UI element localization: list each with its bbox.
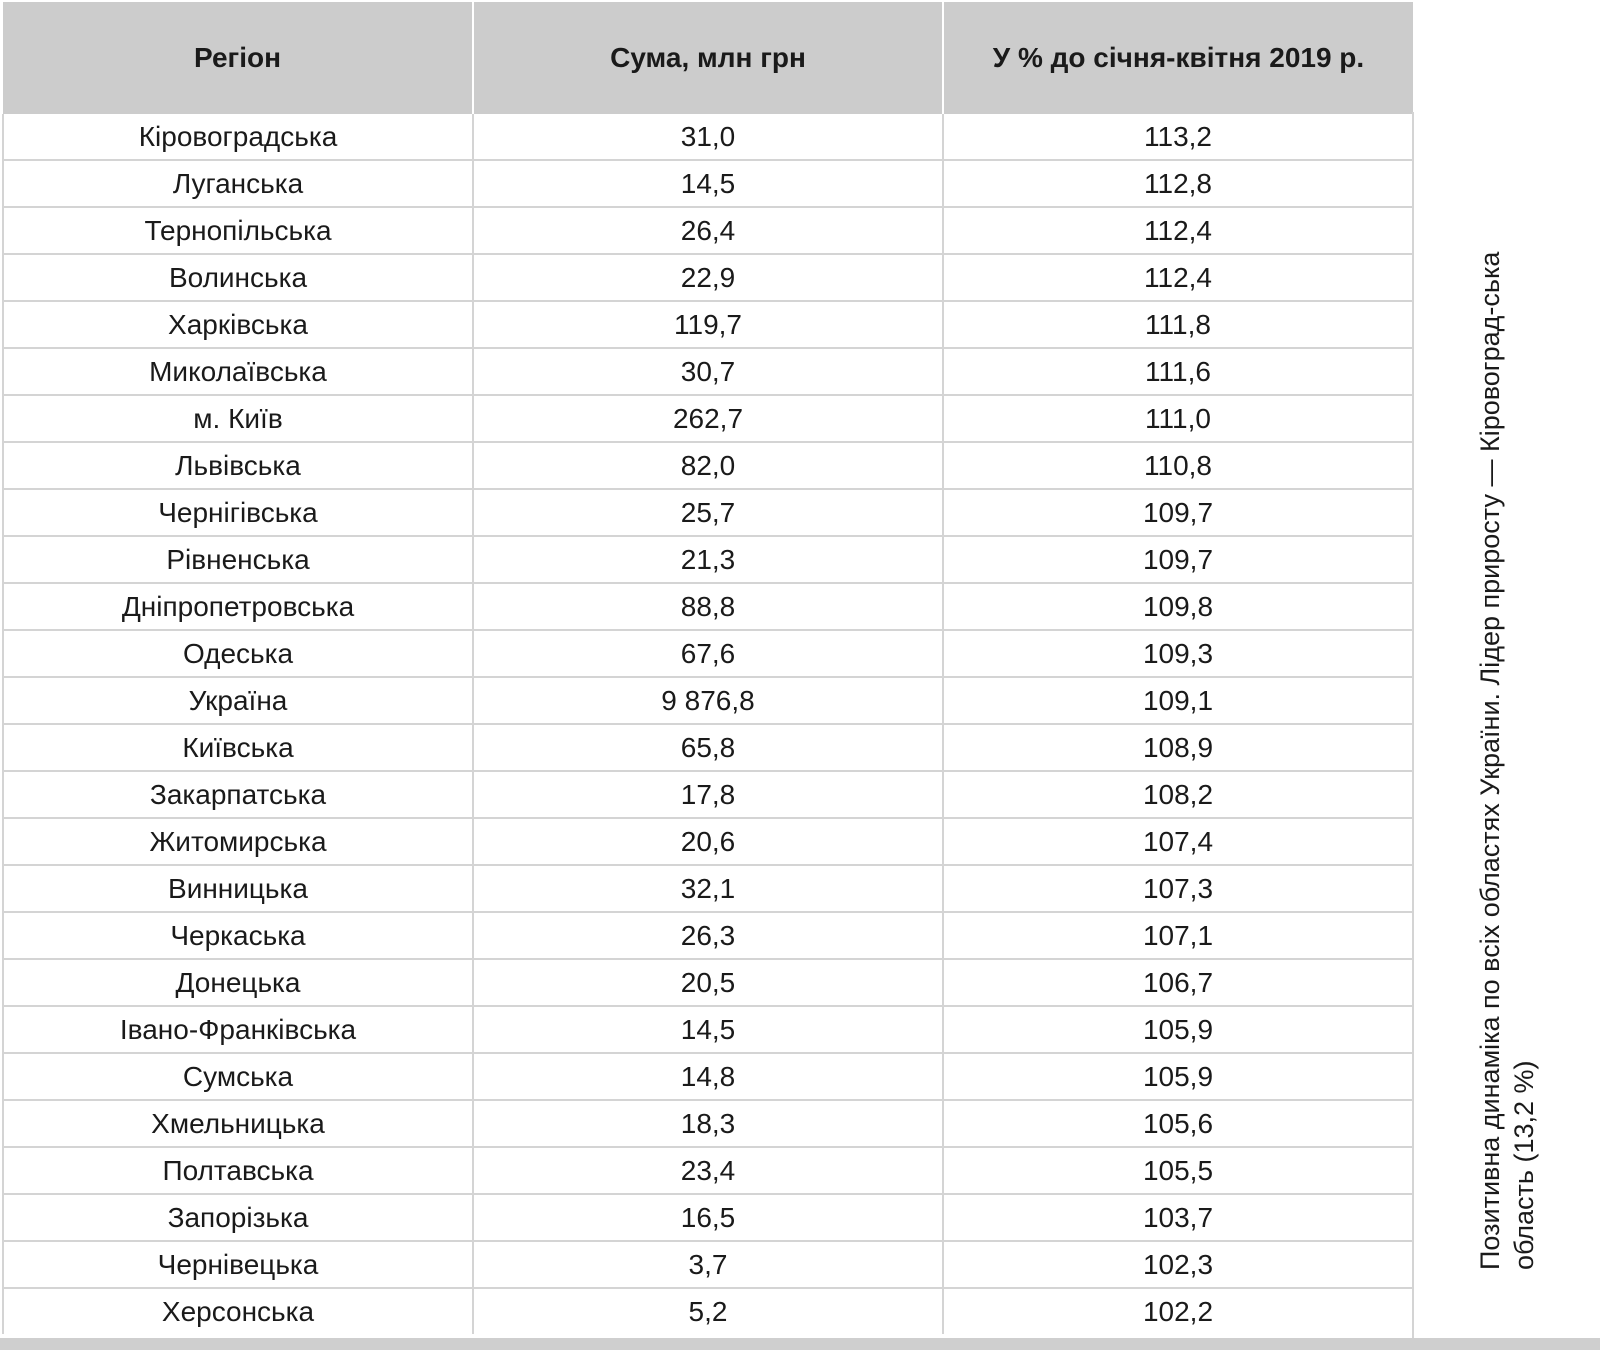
- table-row: [3, 724, 1413, 771]
- cell-sum: 20,6: [473, 818, 943, 865]
- table-row: [3, 395, 1413, 442]
- table-row: [3, 912, 1413, 959]
- cell-percent: 106,7: [943, 959, 1413, 1006]
- table-row: [3, 630, 1413, 677]
- cell-sum: 16,5: [473, 1194, 943, 1241]
- cell-sum: 14,5: [473, 1006, 943, 1053]
- cell-region: Україна: [3, 677, 473, 724]
- regions-table: [2, 2, 1414, 1334]
- cell-sum: 20,5: [473, 959, 943, 1006]
- cell-percent: 107,1: [943, 912, 1413, 959]
- table-row: [3, 207, 1413, 254]
- cell-sum: 26,3: [473, 912, 943, 959]
- table-row: [3, 771, 1413, 818]
- cell-sum: 17,8: [473, 771, 943, 818]
- header-sum: Сума, млн грн: [473, 2, 943, 114]
- table-row: [3, 818, 1413, 865]
- cell-region: Тернопільська: [3, 207, 473, 254]
- cell-region: Львівська: [3, 442, 473, 489]
- table-row: [3, 489, 1413, 536]
- cell-percent: 112,8: [943, 160, 1413, 207]
- cell-percent: 110,8: [943, 442, 1413, 489]
- cell-region: Волинська: [3, 254, 473, 301]
- table-row: [3, 114, 1413, 160]
- cell-sum: 21,3: [473, 536, 943, 583]
- cell-region: Полтавська: [3, 1147, 473, 1194]
- cell-sum: 119,7: [473, 301, 943, 348]
- cell-region: Херсонська: [3, 1288, 473, 1334]
- cell-percent: 112,4: [943, 254, 1413, 301]
- cell-sum: 31,0: [473, 114, 943, 160]
- cell-percent: 109,7: [943, 489, 1413, 536]
- cell-percent: 111,0: [943, 395, 1413, 442]
- cell-percent: 108,2: [943, 771, 1413, 818]
- cell-sum: 5,2: [473, 1288, 943, 1334]
- cell-region: Рівненська: [3, 536, 473, 583]
- cell-region: м. Київ: [3, 395, 473, 442]
- cell-percent: 105,5: [943, 1147, 1413, 1194]
- cell-sum: 14,5: [473, 160, 943, 207]
- cell-sum: 23,4: [473, 1147, 943, 1194]
- cell-percent: 102,3: [943, 1241, 1413, 1288]
- cell-region: Одеська: [3, 630, 473, 677]
- table-row: [3, 301, 1413, 348]
- cell-percent: 109,3: [943, 630, 1413, 677]
- side-note: [1412, 112, 1600, 1338]
- cell-sum: 82,0: [473, 442, 943, 489]
- cell-sum: 32,1: [473, 865, 943, 912]
- cell-percent: 113,2: [943, 114, 1413, 160]
- cell-percent: 105,6: [943, 1100, 1413, 1147]
- cell-region: Чернівецька: [3, 1241, 473, 1288]
- cell-region: Черкаська: [3, 912, 473, 959]
- cell-region: Київська: [3, 724, 473, 771]
- cell-region: Винницька: [3, 865, 473, 912]
- cell-sum: 14,8: [473, 1053, 943, 1100]
- table-row: [3, 442, 1413, 489]
- cell-percent: 103,7: [943, 1194, 1413, 1241]
- cell-sum: 67,6: [473, 630, 943, 677]
- table-row: [3, 348, 1413, 395]
- cell-region: Миколаївська: [3, 348, 473, 395]
- cell-percent: 109,1: [943, 677, 1413, 724]
- table-header-row: [3, 2, 1413, 114]
- table-row: [3, 865, 1413, 912]
- cell-percent: 107,3: [943, 865, 1413, 912]
- cell-sum: 22,9: [473, 254, 943, 301]
- cell-region: Сумська: [3, 1053, 473, 1100]
- bottom-divider: [0, 1338, 1600, 1350]
- cell-region: Дніпропетровська: [3, 583, 473, 630]
- cell-percent: 105,9: [943, 1053, 1413, 1100]
- cell-sum: 262,7: [473, 395, 943, 442]
- table-row: [3, 254, 1413, 301]
- cell-region: Луганська: [3, 160, 473, 207]
- cell-region: Хмельницька: [3, 1100, 473, 1147]
- side-note-text: Позитивна динаміка по всіх областях України. Лідер приросту — Кіровоград-ська область (13,2 %): [1475, 251, 1539, 1270]
- header-percent: У % до січня-квітня 2019 р.: [943, 2, 1413, 114]
- cell-percent: 102,2: [943, 1288, 1413, 1334]
- cell-region: Закарпатська: [3, 771, 473, 818]
- cell-sum: 30,7: [473, 348, 943, 395]
- table-row: [3, 1053, 1413, 1100]
- cell-percent: 107,4: [943, 818, 1413, 865]
- table-row: [3, 1100, 1413, 1147]
- cell-region: Запорізька: [3, 1194, 473, 1241]
- cell-region: Донецька: [3, 959, 473, 1006]
- cell-region: Харківська: [3, 301, 473, 348]
- cell-sum: 88,8: [473, 583, 943, 630]
- cell-region: Чернігівська: [3, 489, 473, 536]
- table-row: [3, 959, 1413, 1006]
- cell-percent: 105,9: [943, 1006, 1413, 1053]
- table-row: [3, 583, 1413, 630]
- cell-percent: 112,4: [943, 207, 1413, 254]
- cell-sum: 25,7: [473, 489, 943, 536]
- table-row: [3, 1006, 1413, 1053]
- cell-region: Кіровоградська: [3, 114, 473, 160]
- table-row: [3, 1147, 1413, 1194]
- table-row: [3, 536, 1413, 583]
- cell-region: Житомирська: [3, 818, 473, 865]
- cell-sum: 26,4: [473, 207, 943, 254]
- cell-percent: 111,8: [943, 301, 1413, 348]
- table-row: [3, 1241, 1413, 1288]
- table-row: [3, 160, 1413, 207]
- table-row: [3, 1194, 1413, 1241]
- cell-sum: 3,7: [473, 1241, 943, 1288]
- header-region: Регіон: [3, 2, 473, 114]
- cell-sum: 18,3: [473, 1100, 943, 1147]
- table-row: [3, 1288, 1413, 1334]
- cell-sum: 65,8: [473, 724, 943, 771]
- table-row: [3, 677, 1413, 724]
- cell-percent: 109,8: [943, 583, 1413, 630]
- cell-percent: 108,9: [943, 724, 1413, 771]
- cell-region: Івано-Франківська: [3, 1006, 473, 1053]
- cell-percent: 111,6: [943, 348, 1413, 395]
- cell-percent: 109,7: [943, 536, 1413, 583]
- cell-sum: 9 876,8: [473, 677, 943, 724]
